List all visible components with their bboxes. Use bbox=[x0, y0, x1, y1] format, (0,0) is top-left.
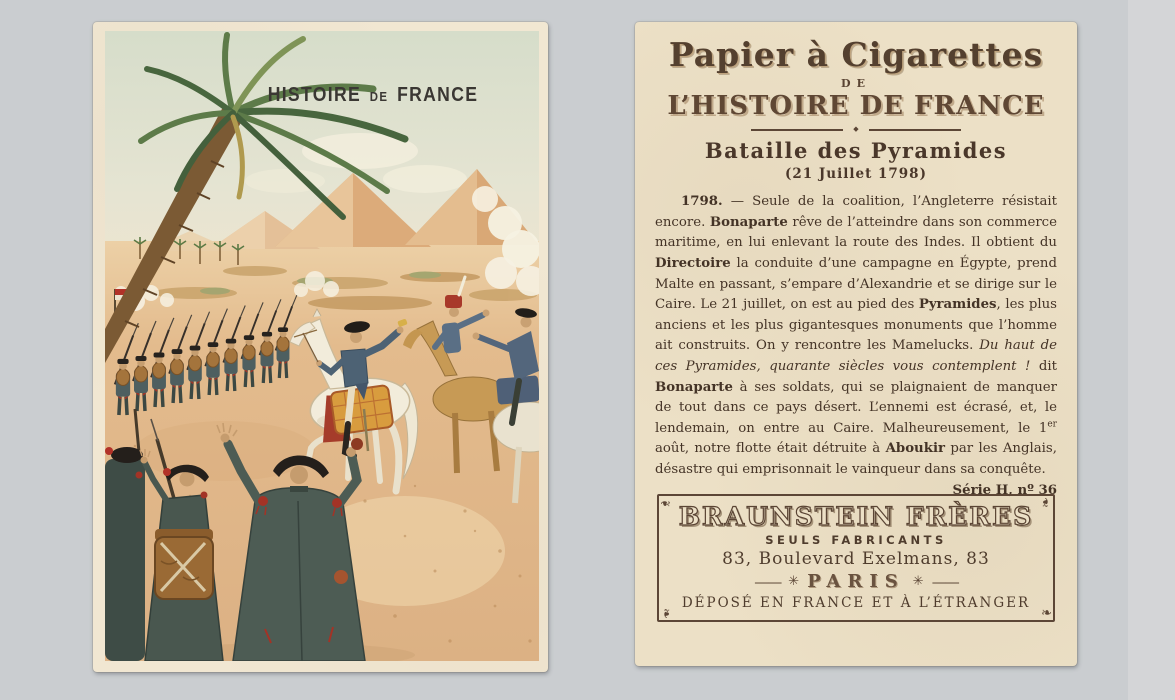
corner-flourish-icon: ❧ bbox=[1039, 496, 1055, 508]
body-text-segment: er bbox=[1047, 419, 1057, 430]
body-text-segment: rêve de l’atteindre dans son commerce maritime, en lui enlevant la route des Indes. Il obtient du bbox=[655, 214, 1057, 251]
body-text-segment: Pyramides bbox=[918, 297, 997, 313]
asterisk-ornament-icon: ✳ bbox=[912, 574, 924, 590]
publisher-name: BRAUNSTEIN FRÈRES bbox=[678, 501, 1034, 531]
diamond-ornament-icon: ◆ bbox=[853, 125, 859, 134]
card-back bbox=[635, 22, 1077, 666]
publisher-city-row bbox=[665, 571, 1047, 592]
corner-flourish-icon: ❧ bbox=[657, 608, 673, 620]
publisher-address: 83, Boulevard Exelmans, 83 bbox=[722, 549, 990, 570]
corner-flourish-icon: ❧ bbox=[1041, 606, 1052, 622]
back-card-content bbox=[635, 22, 1077, 666]
battle-of-pyramids-scene bbox=[105, 31, 539, 661]
battle-scene-illustration bbox=[105, 31, 539, 661]
divider-rule-left bbox=[751, 129, 843, 131]
ornamental-divider bbox=[655, 126, 1057, 133]
body-text-segment: Aboukir bbox=[885, 441, 945, 457]
card-front bbox=[93, 22, 548, 672]
header-de: DE bbox=[841, 76, 871, 90]
body-text-segment: Bonaparte bbox=[709, 214, 788, 230]
svg-text:HISTOIRE DE: HISTOIRE DE FRANCE bbox=[267, 82, 479, 106]
corner-flourish-icon: ❧ bbox=[660, 494, 671, 510]
body-text-segment: , les plus anciens et les plus gigantesques monuments que l’homme ait construits. On y rencontre les Mamelucks. bbox=[655, 297, 1057, 354]
divider-rule-right bbox=[869, 129, 961, 131]
dash-ornament: —— bbox=[754, 572, 781, 591]
body-text-segment: la conduite d’une campagne en Égypte, prend Malte en passant, s’empare d’Alexandrie et se dirige sur le Caire. Le 21 juillet, on est au pied des bbox=[655, 256, 1057, 313]
publisher-panel bbox=[657, 494, 1055, 622]
body-text-segment: août, notre flotte était détruite à bbox=[655, 441, 886, 457]
body-text-segment: — Seule de la coalition, l’Angleterre résistait encore. bbox=[655, 194, 1057, 230]
body-text-segment: par les Anglais, désastre qui emprisonnait le vainqueur dans sa conquête. bbox=[655, 441, 1057, 477]
body-text-segment: 1798. bbox=[681, 194, 723, 210]
publisher-subtitle: SEULS FABRICANTS bbox=[765, 533, 947, 548]
body-paragraph bbox=[655, 192, 1057, 498]
background-light-strip bbox=[1128, 0, 1175, 700]
body-text-segment: Du haut de ces Pyramides, quarante siècles vous contemplent ! bbox=[655, 338, 1057, 374]
body-text-segment: Directoire bbox=[655, 256, 731, 272]
card-date: (21 Juillet 1798) bbox=[785, 166, 927, 183]
header-histoire-de-france: L’HISTOIRE DE FRANCE bbox=[667, 90, 1045, 121]
body-text-segment: Bonaparte bbox=[655, 379, 733, 395]
body-text-segment: dit bbox=[1030, 358, 1057, 374]
asterisk-ornament-icon: ✳ bbox=[788, 574, 800, 590]
body-text-segment: à ses soldats, qui se plaignaient de manquer de tout dans ce pays désert. L’ennemi est écrasé, et, le lendemain, on entre au Caire. Malheureusement, le 1 bbox=[655, 379, 1057, 436]
card-title: Bataille des Pyramides bbox=[704, 138, 1008, 164]
dash-ornament: —— bbox=[931, 572, 958, 591]
header-papier-a-cigarettes: Papier à Cigarettes bbox=[668, 35, 1044, 74]
publisher-city: PARIS bbox=[807, 571, 905, 593]
series-number: Série H, nº 36 bbox=[952, 482, 1057, 498]
publisher-registered: DÉPOSÉ EN FRANCE ET À L’ÉTRANGER bbox=[681, 595, 1031, 612]
